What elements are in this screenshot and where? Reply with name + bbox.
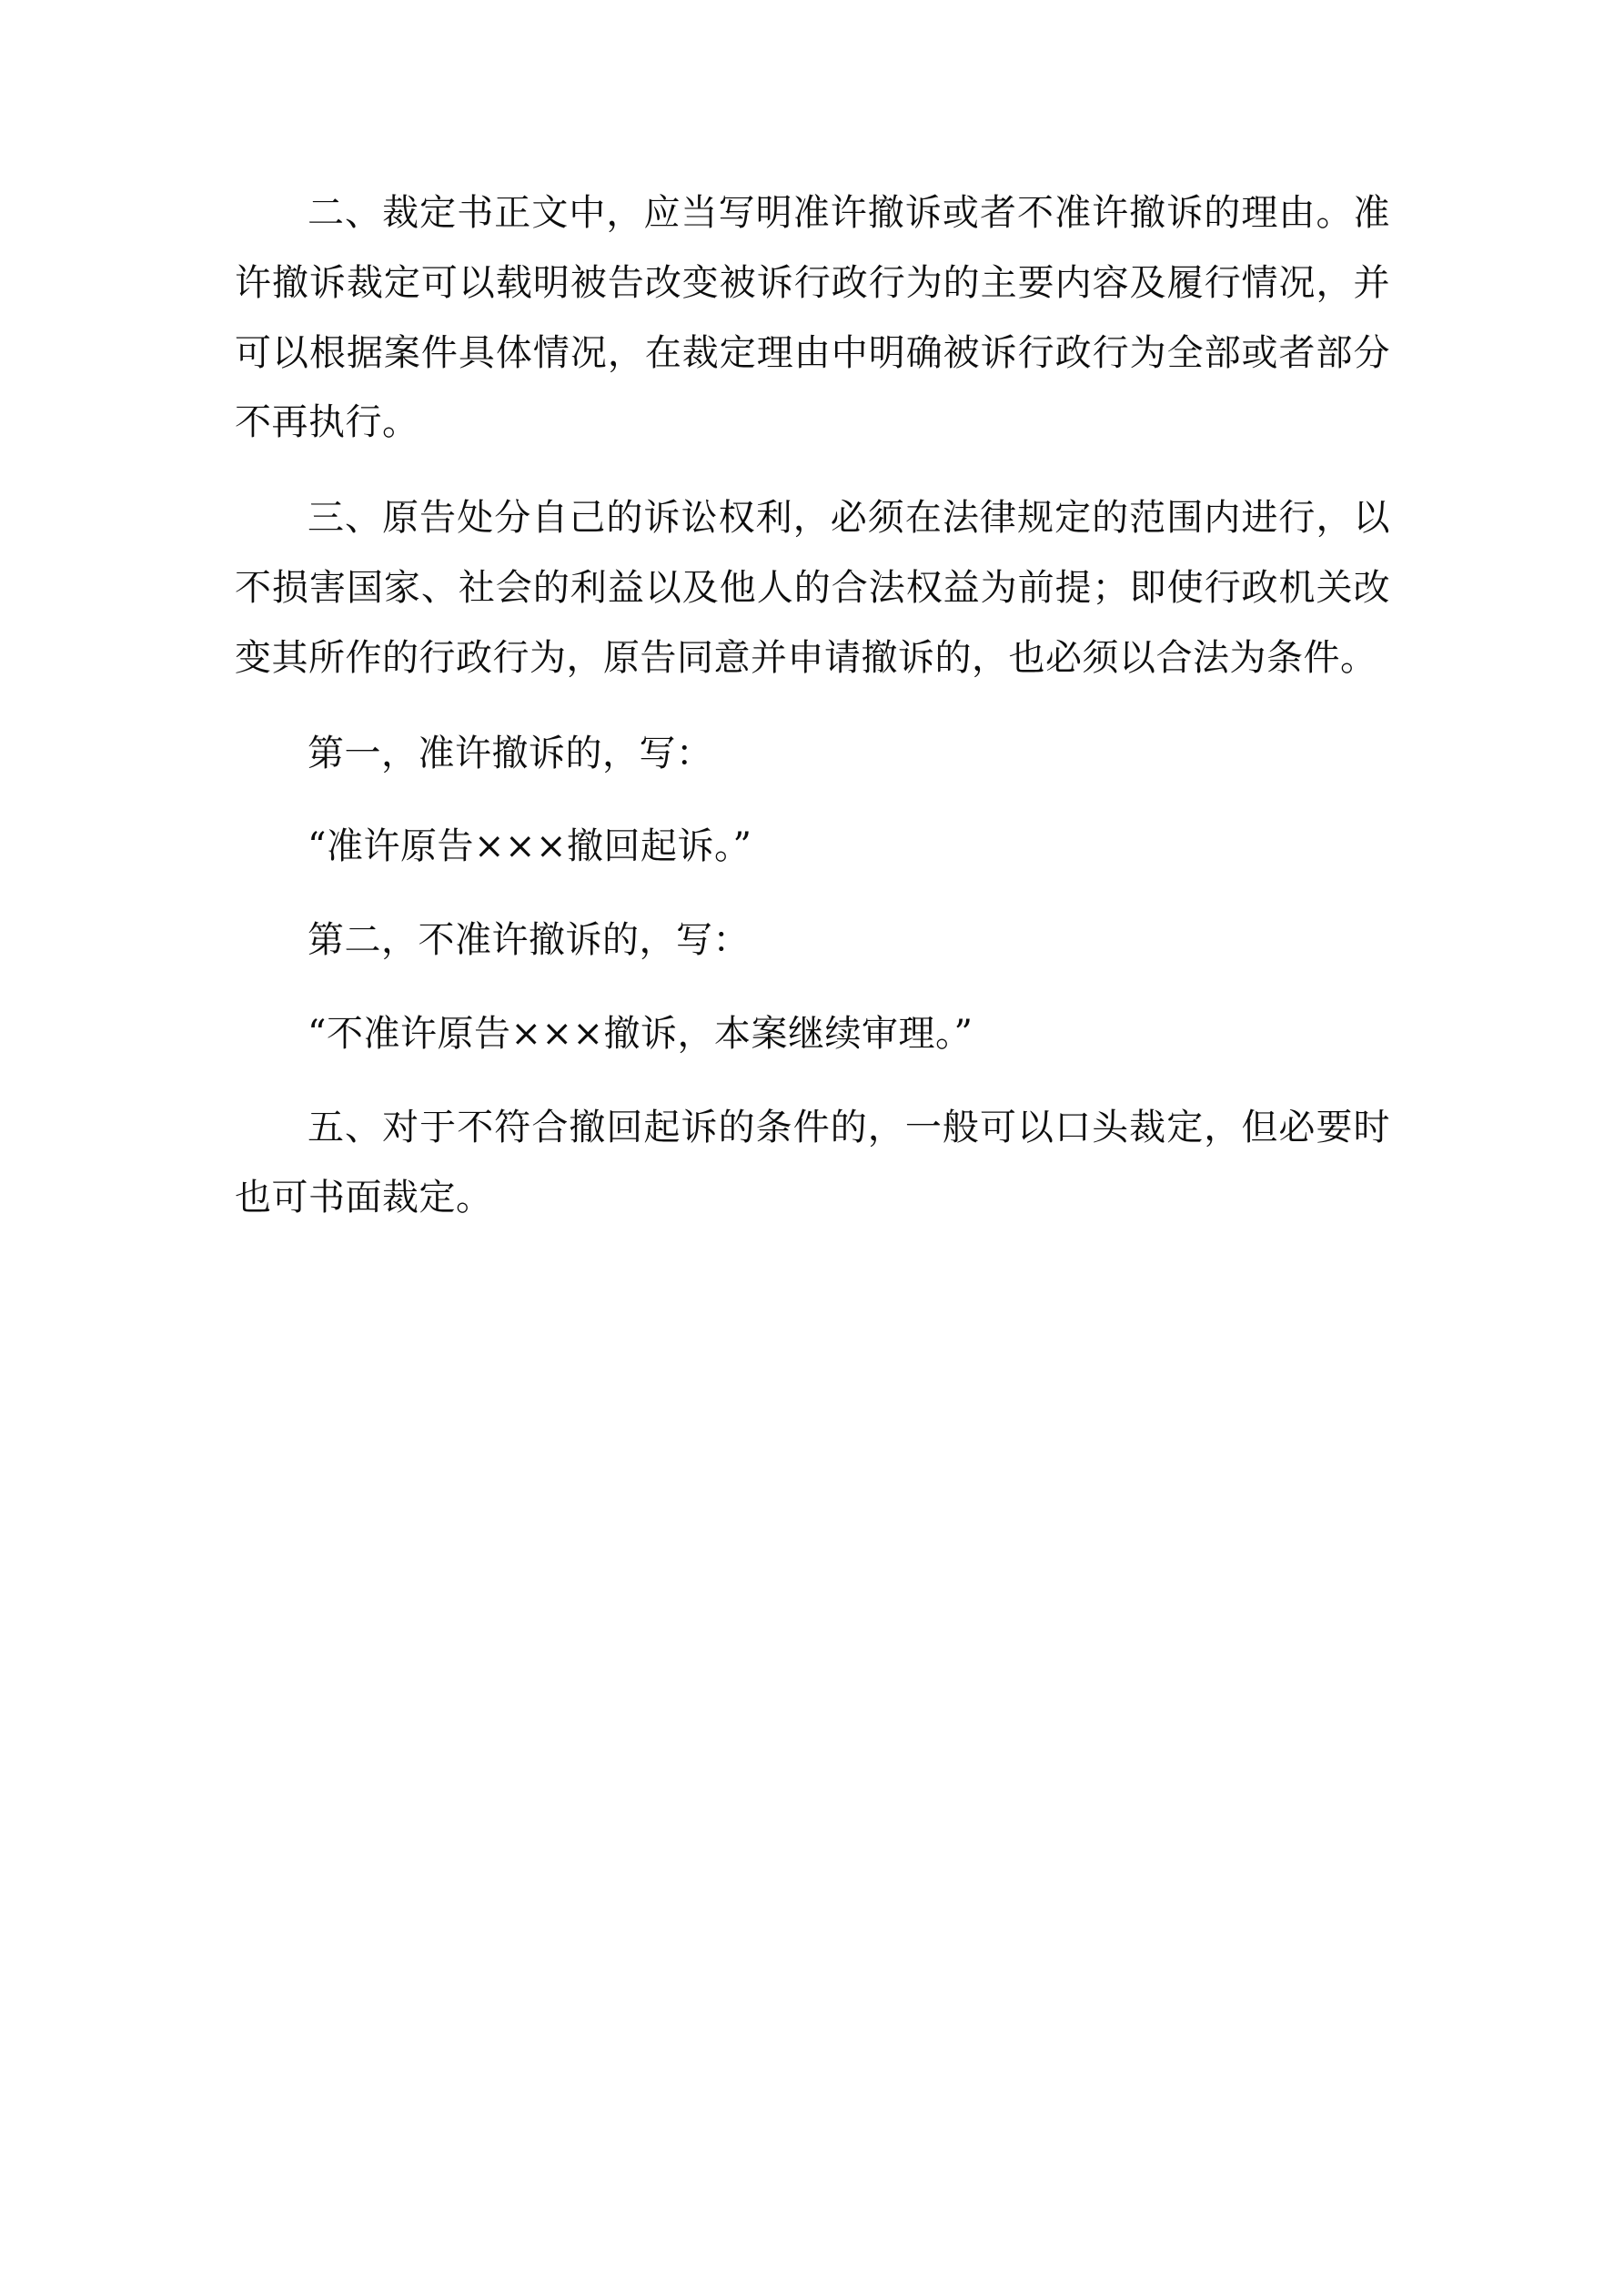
paragraph-item-three: 三、原告处分自己的诉讼权利，必须在法律规定的范围内进行，以不损害国家、社会的利益以及他人的合法权益为前提；即使行政机关改变其所作的行政行为，原告同意并申请撤诉的，也必须以合法为条件。 — [235, 497, 1390, 679]
paragraph-item-five: 五、对于不符合撤回起诉的条件的，一般可以口头裁定，但必要时也可书面裁定。 — [235, 1106, 1390, 1219]
paragraph-first-case: 第一，准许撤诉的，写： — [308, 732, 713, 774]
paragraph-second-case: 第二，不准许撤诉的，写： — [308, 919, 750, 962]
paragraph-quote-deny: “不准许原告×××撤诉，本案继续审理。” — [308, 1012, 973, 1055]
paragraph-item-two: 二、裁定书正文中，应当写明准许撤诉或者不准许撤诉的理由。准许撤诉裁定可以载明被告改变被诉行政行为的主要内容及履行情况，并可以根据案件具体情况，在裁定理由中明确被诉行政行为全部或者部分不再执行。 — [235, 192, 1390, 444]
paragraph-quote-approve: “准许原告×××撤回起诉。” — [308, 825, 752, 868]
document-body — [235, 178, 1390, 1258]
